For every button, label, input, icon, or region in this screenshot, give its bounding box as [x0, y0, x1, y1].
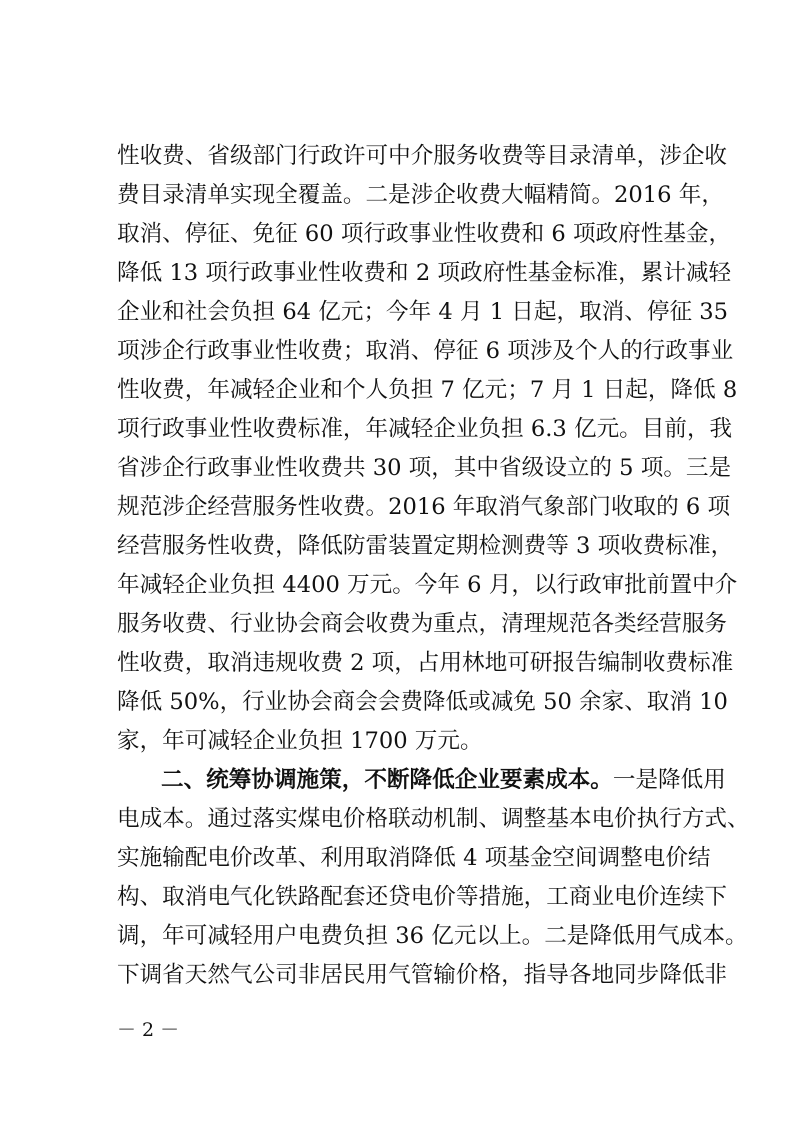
- body-text-line: 家，年可减轻企业负担 1700 万元。: [117, 728, 483, 754]
- body-text-line: 取消、停征、免征 60 项行政事业性收费和 6 项政府性基金，: [117, 221, 732, 247]
- body-text-line: 项涉企行政事业性收费；取消、停征 6 项涉及个人的行政事业: [117, 338, 734, 364]
- body-text-line: 性收费、省级部门行政许可中介服务收费等目录清单，涉企收: [117, 143, 728, 169]
- section-heading-continuation: 一是降低用: [612, 767, 726, 793]
- body-text-line: 实施输配电价改革、利用取消降低 4 项基金空间调整电价结: [117, 845, 711, 871]
- body-text-line: 性收费，取消违规收费 2 项，占用林地可研报告编制收费标准: [117, 650, 734, 676]
- body-text-line: 项行政事业性收费标准，年减轻企业负担 6.3 亿元。目前，我: [117, 416, 733, 442]
- body-text-line: 降低 13 项行政事业性收费和 2 项政府性基金标准，累计减轻: [117, 260, 732, 286]
- body-text-line: 规范涉企经营服务性收费。2016 年取消气象部门收取的 6 项: [117, 494, 731, 520]
- body-text-line: 构、取消电气化铁路配套还贷电价等措施，工商业电价连续下: [117, 884, 728, 910]
- body-text-line: 费目录清单实现全覆盖。二是涉企收费大幅精简。2016 年，: [117, 182, 724, 208]
- body-text-line: 年减轻企业负担 4400 万元。今年 6 月，以行政审批前置中介: [117, 572, 738, 598]
- section-heading: 二、统筹协调施策，不断降低企业要素成本。: [161, 767, 613, 793]
- body-text-line: 经营服务性收费，降低防雷装置定期检测费等 3 项收费标准，: [117, 533, 734, 559]
- body-text-line: 企业和社会负担 64 亿元；今年 4 月 1 日起，取消、停征 35: [117, 299, 728, 325]
- body-text-line: 下调省天然气公司非居民用气管输价格，指导各地同步降低非: [117, 962, 728, 988]
- body-text-line: 服务收费、行业协会商会收费为重点，清理规范各类经营服务: [117, 611, 728, 637]
- body-text-line: 电成本。通过落实煤电价格联动机制、调整基本电价执行方式、: [117, 806, 750, 832]
- body-text-line: 调，年可减轻用户电费负担 36 亿元以上。二是降低用气成本。: [117, 923, 748, 949]
- section-heading-line: [161, 765, 726, 795]
- page-number: － 2 －: [117, 1019, 180, 1041]
- body-text-line: 性收费，年减轻企业和个人负担 7 亿元；7 月 1 日起，降低 8: [117, 377, 738, 403]
- body-text-line: 省涉企行政事业性收费共 30 项，其中省级设立的 5 项。三是: [117, 455, 732, 481]
- body-text-line: 降低 50%，行业协会商会会费降低或减免 50 余家、取消 10: [117, 689, 728, 715]
